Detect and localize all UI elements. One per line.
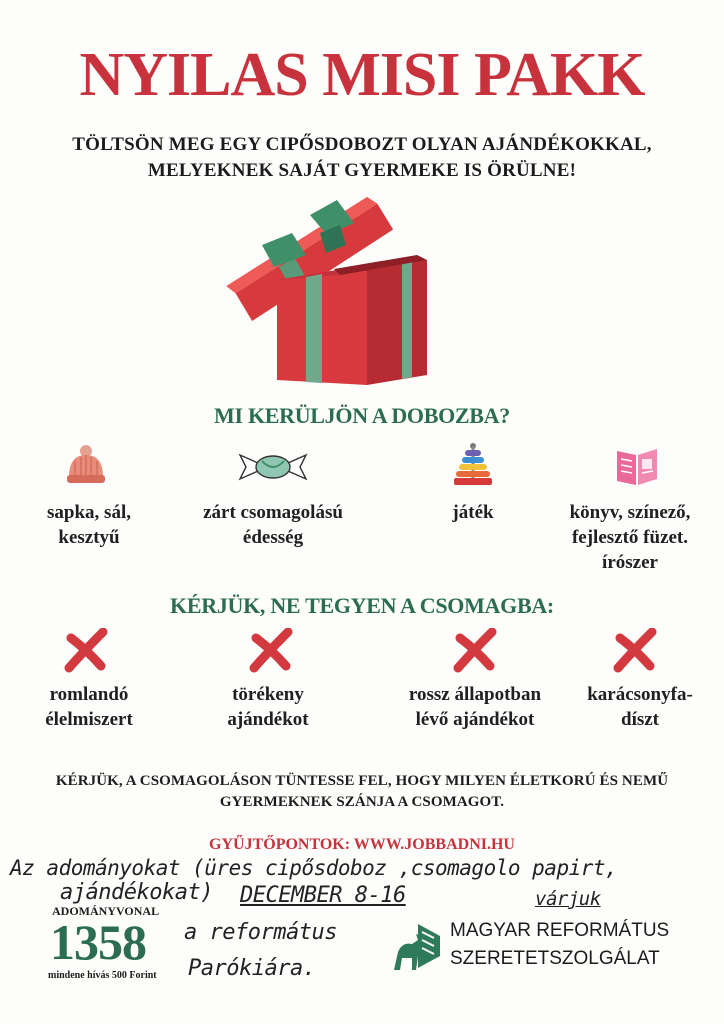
reformed-charity-deer-logo <box>388 916 448 976</box>
stacking-toy-icon <box>450 441 496 487</box>
organization-name-line-2: SZERETETSZOLGÁLAT <box>450 948 660 969</box>
exclude-item-1-label: romlandó élelmiszert <box>45 684 133 730</box>
notice-line-2: GYERMEKNEK SZÁNJA A CSOMAGOT. <box>219 794 505 810</box>
exclude-item-2-label: törékeny ajándékot <box>227 684 309 730</box>
handwritten-line-2: ajándékokat) <box>60 880 213 905</box>
red-x-icon <box>612 628 658 674</box>
handwritten-date-suffix: várjuk <box>535 888 601 910</box>
include-item-1-label: sapka, sál, kesztyű <box>47 502 131 548</box>
handwritten-line-3: a református <box>184 920 337 945</box>
donation-call-price: mindene hívás 500 Forint <box>48 970 157 981</box>
donation-line-label: ADOMÁNYVONAL <box>52 904 160 918</box>
include-item-4-label: könyv, színező, fejlesztő füzet. írószer <box>569 502 691 573</box>
handwritten-date: DECEMBER 8-16 <box>240 883 406 908</box>
subtitle-line-1: TÖLTSÖN MEG EGY CIPŐSDOBOZT OLYAN AJÁNDÉKOKKAL, <box>72 134 652 155</box>
include-heading: MI KERÜLJÖN A DOBOZBA? <box>214 403 510 428</box>
knit-hat-icon <box>63 443 109 489</box>
notice-line-1: KÉRJÜK, A CSOMAGOLÁSON TÜNTESSE FEL, HOGY MILYEN ÉLETKORÚ ÉS NEMŰ <box>55 773 669 789</box>
organization-name-line-1: MAGYAR REFORMÁTUS <box>450 920 670 941</box>
collection-points-link[interactable]: GYŰJTŐPONTOK: WWW.JOBBADNI.HU <box>209 836 515 853</box>
handwritten-line-1: Az adományokat (üres cipősdoboz ,csomagolo papirt, <box>10 856 618 880</box>
red-x-icon <box>63 628 109 674</box>
candy-icon <box>238 443 308 489</box>
include-item-3-label: játék <box>452 502 494 523</box>
exclude-item-4-label: karácsonyfa- díszt <box>587 684 693 730</box>
gift-box-icon <box>222 195 462 395</box>
donation-phone-number: 1358 <box>50 914 146 970</box>
book-icon <box>614 443 660 489</box>
poster-title: NYILAS MISI PAKK <box>79 41 645 109</box>
handwritten-line-4: Parókiára. <box>188 956 316 981</box>
exclude-item-3-label: rossz állapotban lévő ajándékot <box>408 684 542 730</box>
red-x-icon <box>452 628 498 674</box>
exclude-heading: KÉRJÜK, NE TEGYEN A CSOMAGBA: <box>170 593 554 618</box>
include-item-2-label: zárt csomagolású édesség <box>203 502 343 548</box>
red-x-icon <box>248 628 294 674</box>
subtitle-line-2: MELYEKNEK SAJÁT GYERMEKE IS ÖRÜLNE! <box>147 160 577 181</box>
